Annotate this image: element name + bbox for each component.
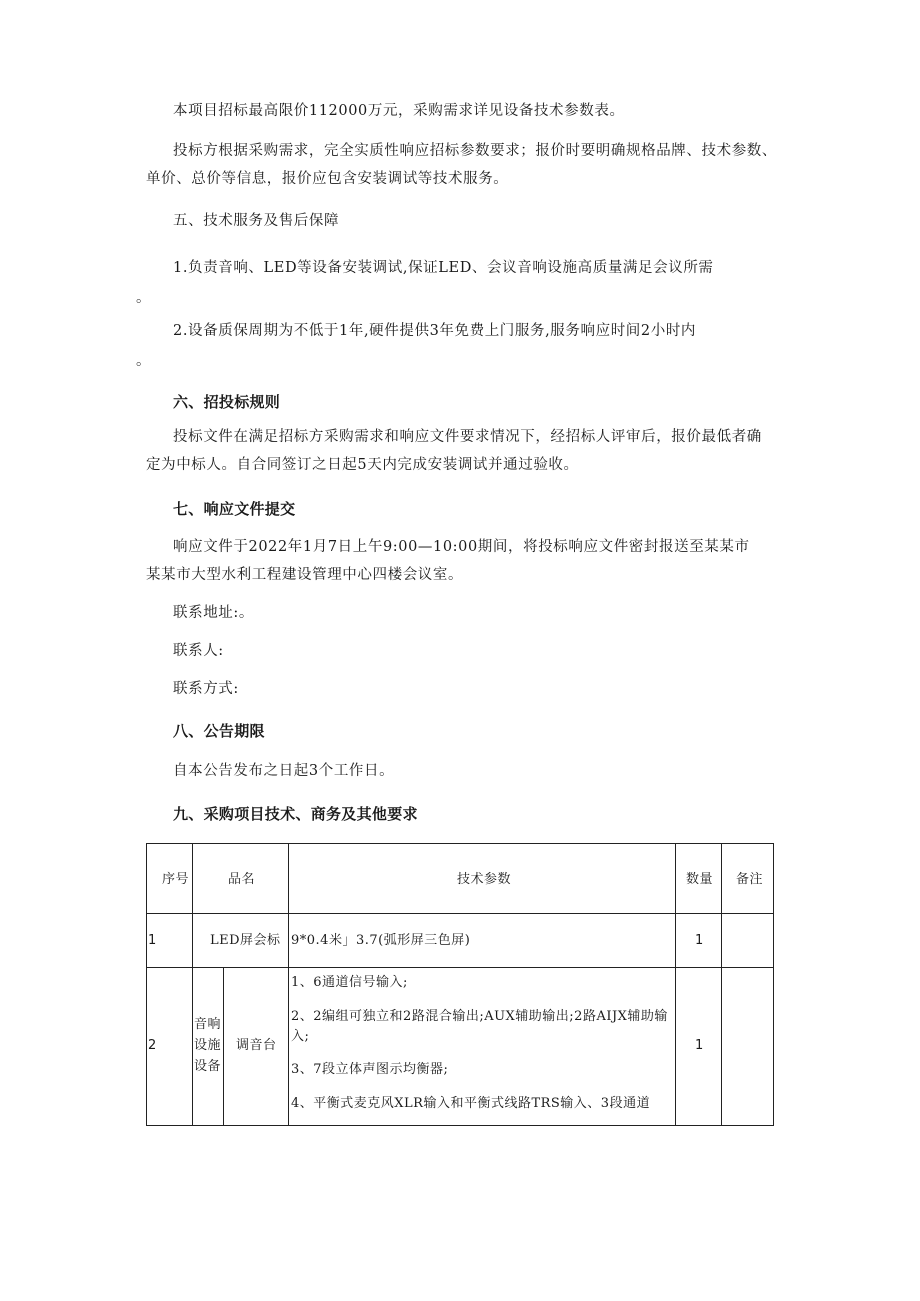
section-6-line-2: 定为中标人。自合同签订之日起5天内完成安装调试并通过验收。 [146, 457, 579, 473]
col-divider-category [223, 968, 224, 1125]
row1-qty: 1 [695, 933, 704, 948]
col-divider-name [288, 844, 289, 1125]
row2-name: 调音台 [236, 1038, 277, 1053]
row2-qty: 1 [695, 1038, 704, 1053]
requirements-table [146, 843, 774, 1126]
section-7-line-2: 某某市大型水利工程建设管理中心四楼会议室。 [146, 567, 464, 583]
row2-seq: 2 [148, 1038, 157, 1053]
row2-spec-line-3: 入; [291, 1029, 310, 1044]
row2-spec-line-2: 2、2编组可独立和2路混合输出;AUX辅助输出;2路AIJX辅助输 [291, 1009, 668, 1024]
col-divider-spec [675, 844, 676, 1125]
section-8-line-1: 自本公告发布之日起3个工作日。 [173, 763, 395, 779]
section-9-title: 九、采购项目技术、商务及其他要求 [173, 805, 418, 823]
contact-address: 联系地址:。 [173, 605, 254, 621]
row2-category-line-1: 音响 [194, 1017, 222, 1032]
section-5-item-1: 1.负责音响、LED等设备安装调试,保证LED、会议音响设施高质量满足会议所需 [173, 260, 714, 276]
header-spec: 技术参数 [457, 872, 512, 887]
section-8-title: 八、公告期限 [173, 722, 265, 740]
row2-spec-line-4: 3、7段立体声图示均衡器; [291, 1062, 449, 1077]
row2-category-line-3: 设备 [194, 1059, 222, 1074]
section-7-title: 七、响应文件提交 [173, 500, 296, 518]
header-qty: 数量 [686, 872, 714, 887]
row1-seq: 1 [148, 933, 157, 948]
row1-spec: 9*0.4米」3.7(弧形屏三色屏) [291, 933, 471, 948]
header-seq: 序号 [162, 872, 190, 887]
header-note: 备注 [736, 872, 764, 887]
section-5-item-2: 2.设备质保周期为不低于1年,硬件提供3年免费上门服务,服务响应时间2小时内 [173, 323, 697, 339]
contact-person: 联系人: [173, 643, 224, 659]
section-6-title: 六、招投标规则 [173, 393, 281, 411]
row1-name: LED屏会标 [210, 933, 281, 948]
contact-method: 联系方式: [173, 681, 239, 697]
row-divider-header [147, 913, 773, 914]
section-5-item-2-end: 。 [136, 353, 152, 369]
section-5-item-1-end: 。 [136, 290, 152, 306]
row2-spec-line-1: 1、6通道信号输入; [291, 975, 408, 990]
section-6-line-1: 投标文件在满足招标方采购需求和响应文件要求情况下，经招标人评审后，报价最低者确 [173, 429, 762, 445]
row-divider-row1 [147, 967, 773, 968]
budget-paragraph: 本项目招标最高限价112000万元，采购需求详见设备技术参数表。 [173, 103, 625, 119]
bidder-requirement-line-1: 投标方根据采购需求，完全实质性响应招标参数要求；报价时要明确规格品牌、技术参数、 [173, 143, 777, 159]
section-5-title: 五、技术服务及售后保障 [173, 213, 340, 229]
section-7-line-1: 响应文件于2022年1月7日上午9:00—10:00期间，将投标响应文件密封报送至某某市 [173, 539, 750, 555]
bidder-requirement-line-2: 单价、总价等信息，报价应包含安装调试等技术服务。 [146, 171, 509, 187]
row2-category-line-2: 设施 [194, 1038, 222, 1053]
col-divider-qty [721, 844, 722, 1125]
col-divider-seq [192, 844, 193, 1125]
header-name: 品名 [228, 872, 256, 887]
row2-spec-line-5: 4、平衡式麦克风XLR输入和平衡式线路TRS输入、3段通道 [291, 1096, 651, 1111]
